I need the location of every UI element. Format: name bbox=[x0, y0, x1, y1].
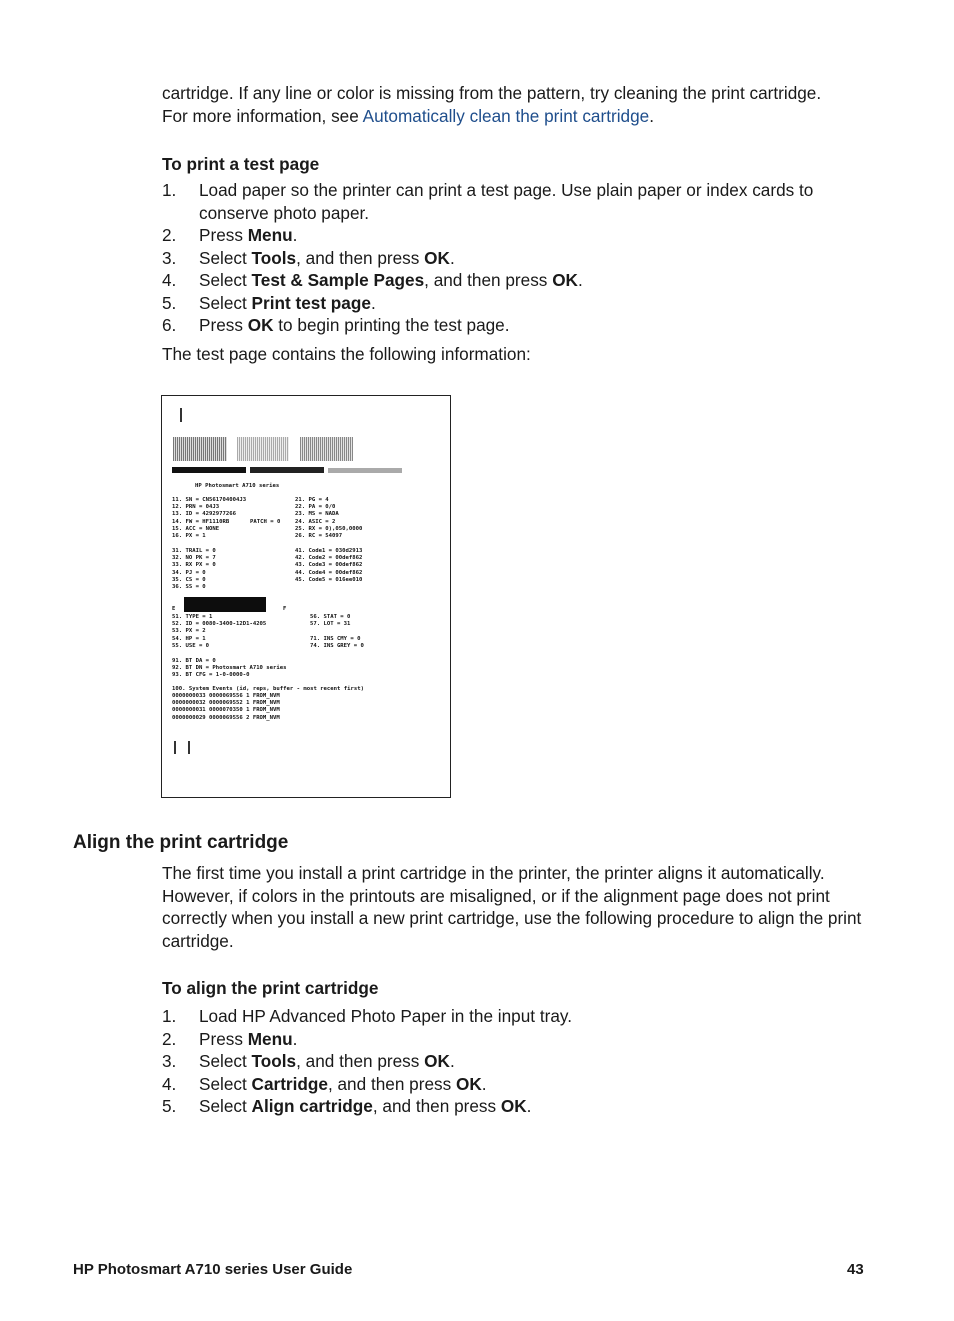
align-step bbox=[162, 1005, 862, 1028]
step-bold: OK bbox=[456, 1073, 482, 1094]
test-image-block-3-left bbox=[172, 614, 266, 650]
step-number: 1. bbox=[162, 1006, 177, 1026]
align-section-heading: Align the print cartridge bbox=[73, 832, 289, 853]
test-image-line: 32. NO PK = 7 bbox=[172, 555, 216, 562]
test-step bbox=[162, 179, 862, 224]
test-image-line: 0000000029 0000069556 2 FROM_NVM bbox=[172, 714, 280, 721]
clean-cartridge-link[interactable]: Automatically clean the print cartridge bbox=[362, 105, 650, 126]
test-image-e-label: E bbox=[172, 606, 176, 612]
test-image-line: 71. INS CMY = 0 bbox=[310, 635, 361, 642]
step-number: 2. bbox=[162, 1028, 177, 1049]
test-image-line: 33. RX PX = 0 bbox=[172, 562, 216, 569]
test-step bbox=[162, 247, 862, 270]
step-text: . bbox=[481, 1073, 487, 1094]
test-image-events-header: 100. System Events (id, reps, buffer - most recent first) bbox=[172, 686, 364, 692]
test-image-f-label: F bbox=[283, 606, 287, 612]
step-number: 4. bbox=[162, 270, 177, 290]
test-image-line: 74. INS GREY = 0 bbox=[310, 642, 364, 649]
step-text: . bbox=[577, 270, 583, 290]
color-bar-black bbox=[172, 467, 246, 473]
test-image-block-4 bbox=[172, 658, 287, 680]
step-text: Select bbox=[199, 292, 252, 313]
test-image-line bbox=[310, 628, 364, 635]
step-text: . bbox=[370, 292, 376, 313]
color-bar-dark bbox=[250, 467, 324, 473]
step-text: Select bbox=[199, 1096, 252, 1116]
intro-line-1: cartridge. If any line or color is missing from the pattern, try cleaning the print cartridge. bbox=[162, 83, 822, 103]
test-page-info-text: The test page contains the following information: bbox=[162, 344, 531, 364]
test-image-line: 36. SS = 0 bbox=[172, 584, 206, 591]
test-image-line: 55. USE = 0 bbox=[172, 642, 210, 649]
test-image-block-1-right bbox=[295, 497, 362, 540]
step-bold: OK bbox=[424, 1051, 450, 1071]
page-number: 43 bbox=[847, 1261, 864, 1278]
step-bold: OK bbox=[500, 1096, 527, 1116]
test-image-line: 45. Code5 = 016ee010 bbox=[295, 576, 363, 583]
test-image-block-2-right bbox=[295, 548, 362, 584]
test-image-line: 56. STAT = 0 bbox=[310, 614, 351, 620]
test-step bbox=[162, 292, 862, 315]
step-text: Select bbox=[199, 1051, 252, 1071]
test-image-line: 92. BT DN = Photosmart A710 series bbox=[172, 665, 287, 672]
test-image-line: 34. PJ = 0 bbox=[172, 569, 206, 576]
test-image-block-3-right bbox=[310, 614, 364, 650]
test-step bbox=[162, 314, 862, 337]
black-swatch bbox=[184, 597, 266, 612]
step-text: Load paper so the printer can print a test page. Use plain paper or index cards to conserve photo paper. bbox=[199, 180, 814, 223]
step-text: . bbox=[526, 1096, 532, 1116]
step-text: Select bbox=[199, 270, 252, 290]
step-bold: OK bbox=[247, 315, 274, 335]
step-text: . bbox=[449, 1051, 455, 1071]
step-number: 5. bbox=[162, 292, 177, 313]
step-text: , and then press bbox=[296, 247, 425, 268]
test-image-line: 26. RC = 54097 bbox=[295, 533, 343, 540]
test-image-line: 54. HP = 1 bbox=[172, 635, 206, 642]
step-text: , and then press bbox=[327, 1073, 456, 1094]
test-image-line: 57. LOT = 31 bbox=[310, 621, 351, 628]
step-text: Select bbox=[199, 1073, 252, 1094]
step-bold: Print test page bbox=[251, 292, 371, 313]
step-text: . bbox=[449, 247, 455, 268]
align-step bbox=[162, 1095, 862, 1118]
nozzle-pattern-color bbox=[237, 437, 289, 461]
test-image-line: 0000000032 0000069552 1 FROM_NVM bbox=[172, 700, 280, 707]
test-image-line: 0000000033 0000069556 1 FROM_NVM bbox=[172, 693, 280, 699]
test-step bbox=[162, 269, 862, 292]
step-bold: Tools bbox=[251, 1051, 297, 1071]
test-image-line: 24. ASIC = 2 bbox=[295, 518, 336, 525]
test-image-line: 91. BT DA = 0 bbox=[172, 658, 216, 664]
intro-line-2-prefix: For more information, see bbox=[162, 105, 363, 126]
test-image-line: 16. PX = 1 bbox=[172, 533, 206, 540]
color-bar-light bbox=[328, 468, 402, 473]
test-image-block-1-left bbox=[172, 497, 246, 540]
step-bold: Test & Sample Pages bbox=[251, 270, 425, 290]
test-page-image bbox=[161, 395, 451, 798]
intro-paragraph bbox=[162, 82, 882, 127]
test-image-patch: PATCH = 0 bbox=[250, 519, 281, 525]
step-bold: Align cartridge bbox=[251, 1096, 373, 1116]
test-step bbox=[162, 224, 862, 247]
test-image-line: 51. TYPE = 1 bbox=[172, 614, 213, 620]
step-number: 5. bbox=[162, 1096, 177, 1116]
test-image-line: 22. PA = 0/0 bbox=[295, 504, 336, 511]
step-text: . bbox=[292, 1028, 298, 1049]
test-image-line: 21. PG = 4 bbox=[295, 497, 329, 503]
nozzle-pattern-black bbox=[173, 437, 227, 461]
test-page-heading: To print a test page bbox=[162, 154, 320, 174]
test-image-line: 42. Code2 = 00def862 bbox=[295, 555, 363, 562]
alignment-tick bbox=[188, 741, 190, 754]
step-text: Load HP Advanced Photo Paper in the input tray. bbox=[199, 1006, 572, 1026]
step-bold: Menu bbox=[247, 1028, 293, 1049]
step-text: Press bbox=[199, 315, 248, 335]
test-image-line: 12. PRN = 04J3 bbox=[172, 504, 220, 511]
align-step bbox=[162, 1073, 862, 1096]
test-image-line: 53. PX = 2 bbox=[172, 628, 206, 635]
test-image-line: 93. BT CFG = 1-0-0000-0 bbox=[172, 672, 250, 679]
step-number: 2. bbox=[162, 225, 177, 245]
test-page-steps bbox=[162, 179, 862, 337]
test-image-events bbox=[172, 693, 280, 722]
step-text: Press bbox=[199, 225, 248, 245]
test-image-block-2-left bbox=[172, 548, 216, 591]
test-image-line: 31. TRAIL = 0 bbox=[172, 548, 216, 554]
align-steps bbox=[162, 1005, 862, 1118]
test-image-line: 35. CS = 0 bbox=[172, 576, 206, 583]
step-number: 4. bbox=[162, 1073, 177, 1094]
test-image-line: 14. FW = HF1110RB bbox=[172, 518, 230, 525]
align-subheading: To align the print cartridge bbox=[162, 978, 379, 998]
step-text: . bbox=[292, 225, 298, 245]
align-step bbox=[162, 1050, 862, 1073]
test-image-line: 41. Code1 = 030d2913 bbox=[295, 548, 363, 554]
test-image-line: 11. SN = CN561704004J3 bbox=[172, 497, 247, 503]
step-text: , and then press bbox=[296, 1051, 425, 1071]
intro-line-2 bbox=[162, 105, 882, 128]
test-image-line: 13. ID = 4292977266 bbox=[172, 511, 236, 518]
test-image-line: 15. ACC = NONE bbox=[172, 525, 220, 532]
step-number: 6. bbox=[162, 315, 177, 335]
test-image-line: 43. Code3 = 00def862 bbox=[295, 562, 363, 569]
alignment-tick bbox=[174, 741, 176, 754]
step-text: , and then press bbox=[424, 270, 553, 290]
test-image-line: 25. RX = 0),050,0000 bbox=[295, 525, 363, 532]
step-number: 3. bbox=[162, 1051, 177, 1071]
step-bold: OK bbox=[552, 270, 578, 290]
intro-line-2-suffix: . bbox=[649, 105, 654, 126]
step-bold: Cartridge bbox=[251, 1073, 328, 1094]
step-text: Select bbox=[199, 247, 252, 268]
step-text: Press bbox=[199, 1028, 248, 1049]
align-paragraph: The first time you install a print cartridge in the printer, the printer aligns it automatically. However, if colors in the printouts are misaligned, or if the alignment page does not print correctly when you install a new print cartridge, use the following procedure to align the print cartridge. bbox=[162, 863, 862, 951]
step-number: 3. bbox=[162, 247, 177, 268]
step-text: , and then press bbox=[372, 1096, 501, 1116]
step-text: to begin printing the test page. bbox=[273, 315, 510, 335]
test-image-line: 44. Code4 = 00def862 bbox=[295, 569, 363, 576]
nozzle-pattern-gray bbox=[300, 437, 353, 461]
test-image-line: 0000000031 0000070350 1 FROM_NVM bbox=[172, 707, 280, 714]
step-number: 1. bbox=[162, 180, 177, 200]
alignment-tick bbox=[180, 408, 182, 422]
test-image-line: 52. ID = 0080-3400-12D1-4205 bbox=[172, 621, 267, 628]
step-bold: OK bbox=[424, 247, 450, 268]
footer-title: HP Photosmart A710 series User Guide bbox=[73, 1261, 353, 1278]
test-image-line: 23. MS = NADA bbox=[295, 511, 339, 518]
align-step bbox=[162, 1028, 862, 1051]
test-image-title: HP Photosmart A710 series bbox=[195, 483, 280, 489]
step-bold: Tools bbox=[251, 247, 297, 268]
step-bold: Menu bbox=[247, 225, 293, 245]
